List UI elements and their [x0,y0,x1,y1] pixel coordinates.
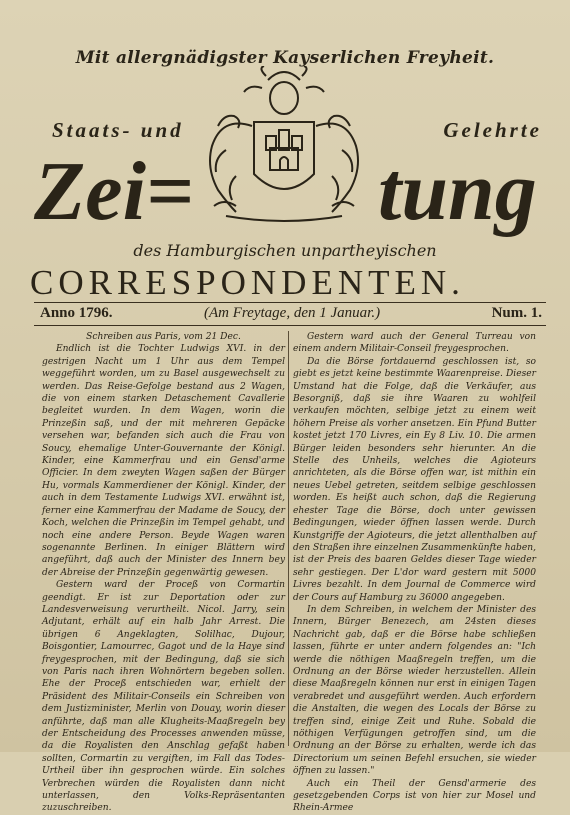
left-column [42,331,285,815]
column-divider [288,331,289,746]
main-title: CORRESPONDENTEN. [30,263,465,302]
subtitle: des Hamburgischen unpartheyischen [133,241,437,260]
hamburg-coat-of-arms-icon [196,66,372,226]
article-heading: Schreiben aus Paris, vom 21 Dec. [86,332,241,342]
title-gelehrte: Gelehrte [443,118,542,142]
title-staats-und: Staats- und [52,118,184,142]
article-paragraph: Da die Börse fortdauernd geschlossen ist, so giebt es jetzt keine bestimmte Waarenpreise. Dieser Umstand hat die Folge, daß die Verkäufer, aus Besorgniß, daß sie ihre Waaren zu wohlfeil verkaufen möchten, selbige jetzt zu einem weit höhern Preise als vorher ansetzen. Ein Pfund Butter kostet jetzt 170 Livres, ein Ey 8 Liv. 10. Die armen Bürger leiden besonders sehr hierunter. An die Stelle des Unheils, welches die Agioteurs anrichteten, als die Börse offen war, ist mithin ein neues Uebel getreten, seitdem selbige geschlossen worden. Es heißt auch schon, daß die Regierung ehester Tage die Börse, doch unter gewissen Bedingungen, wieder öffnen lassen werde. Durch Kunstgriffe der Agioteurs, die jetzt allenthalben auf den Straßen ihre einzelnen Zusammenkünfte haben, ist der Preis des baaren Geldes dieser Tage wieder sehr gestiegen. Der L'dor ward gestern mit 5000 Livres bezahlt. In dem Journal de Commerce wird der Cours auf Hamburg zu 36000 angegeben. [293,356,536,603]
article-paragraph: Gestern ward auch der General Turreau von einem andern Militair-Conseil freygesprochen. [293,332,536,355]
big-title-left: Zei= [34,145,194,238]
big-title-right: tung [378,145,537,238]
article-paragraph: Endlich ist die Tochter Ludwigs XVI. in der gestrigen Nacht um 1 Uhr aus dem Tempel weggeführt worden, um zu Basel ausgewechselt zu werden. Das Reise-Gefolge bestand aus 2 Wagen, die von einem starken Detaschement Cavallerie begleitet wurden. In dem Wagen, worin die Prinzeßin saß, und der mit mehreren Gepäcke versehen war, befanden sich auch die Frau von Soucy, ehemalige Unter-Gouvernante der Königl. Kinder, eine Kammerfrau und ein Gensd'arme Officier. In dem zweyten Wagen saßen der Bürger Hu, vormals Kammerdiener der Königl. Kinder, der auch in dem Testamente Ludwigs XVI. erwähnt ist, ferner eine Kammerfrau der Madame de Soucy, der Koch, welchen die Prinzeßin im Tempel gehabt, und noch eine andere Person. Beyde Wagen waren sogenannte Berlinen. In einiger Blättern wird angeführt, daß auch der Minister des Innern bey der Abreise der Prinzeßin gegenwärtig gewesen. [42,344,285,578]
issue-date: (Am Freytage, den 1 Januar.) [204,305,381,321]
article-paragraph: Gestern ward der Proceß von Cormartin geendigt. Er ist zur Deportation oder zur Landesverweisung verurtheilt. Nicol. Jarry, sein Adjutant, erhält auf ein halb Jahr Arrest. Die übrigen 6 Angeklagten, Solilhac, Dujour, Boisgontier, Lamourrec, Gagot und de la Haye sind freygesprochen, mit der Bedingung, daß sie sich von Paris nach ihren Wohnörtern begeben sollen. Ehe der Proceß entschieden war, erhielt der Präsident des Militair-Conseils ein Schreiben von dem Justizminister, Merlin von Douay, worin dieser anführte, daß man alle Klugheits-Maaßregeln bey der Entscheidung des Processes anwenden müsse, da die Royalisten den Anschlag gefaßt haben sollten, Cormartin zu vergiften, im Fall das Todes-Urtheil über ihn gesprochen würde. Ein solches Verbrechen würden die Royalisten dann nicht unterlassen, den Volks-Repräsentanten zuzuschreiben. [42,580,285,814]
privilege-line: Mit allergnädigster Kayserlichen Freyheit. [75,48,495,68]
issue-number: Num. 1. [491,305,542,321]
rule-bottom [34,325,546,326]
article-paragraph: In dem Schreiben, in welchem der Minister des Innern, Bürger Benezech, am 24sten dieses Nachricht gab, daß er die Börse habe schließen lassen, führte er unter andern folgendes an: "Ich werde die nöthigen Maaßregeln treffen, um die Ordnung an der Börse wieder herzustellen. Allein diese Maaßregeln können nur erst in einigen Tagen verabredet und ausgeführt werden. Auch erfordern die Anstalten, die wegen des Locals der Börse zu treffen sind, einige Zeit und Ruhe. Sobald die nöthigen Verfügungen getroffen sind, um die Ordnung an der Börse zu erhalten, werde ich das Directorium um seinen Befehl ersuchen, sie wieder öffnen zu lassen." [293,604,536,777]
rule-top [34,302,546,303]
issue-info-row [40,305,542,325]
issue-year: Anno 1796. [40,305,113,321]
right-column [293,331,536,815]
article-paragraph: Auch ein Theil der Gensd'armerie des gesetzgebenden Corps ist von hier zur Mosel und Rhein-Armee [293,778,536,814]
